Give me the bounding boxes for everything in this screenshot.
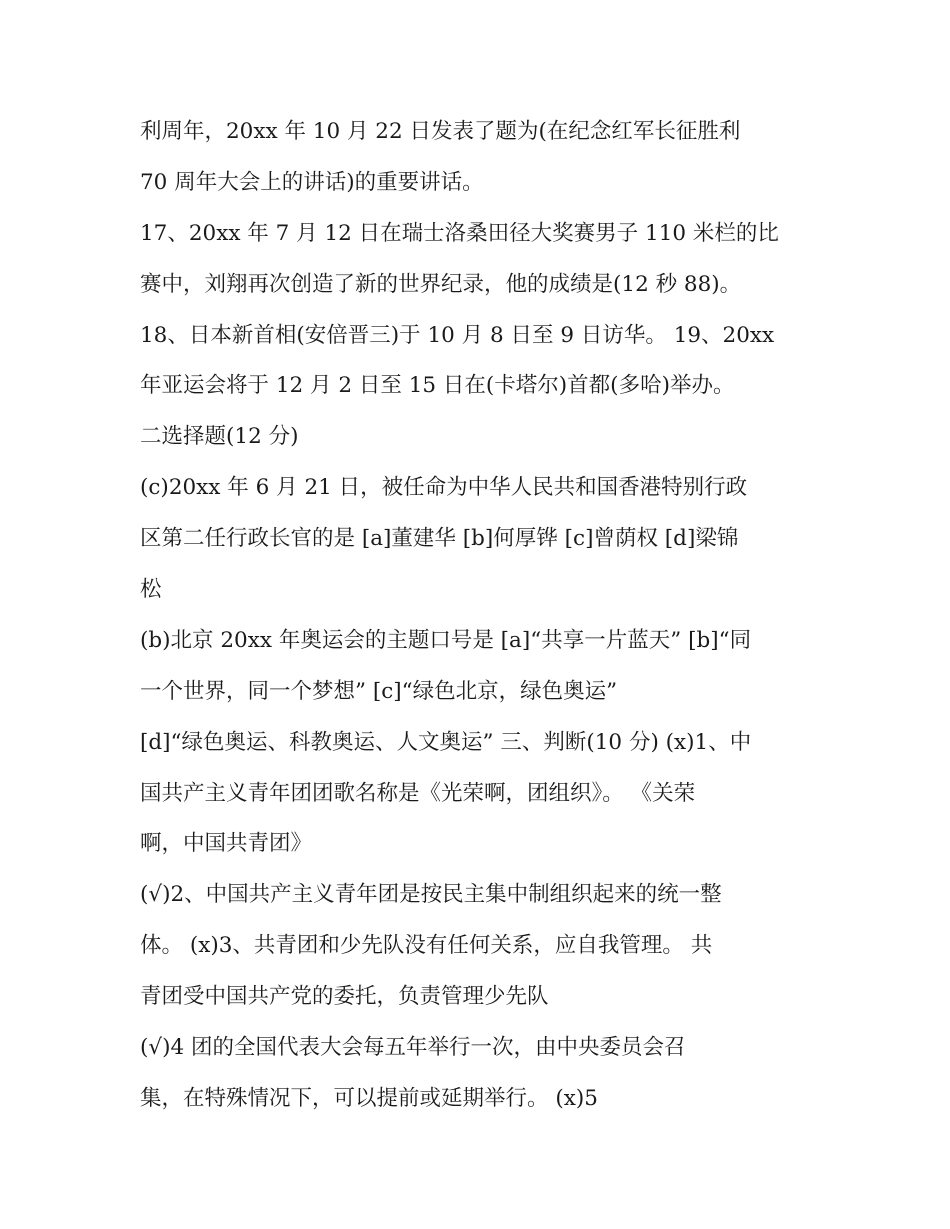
text-line: 利周年，20xx 年 10 月 22 日发表了题为(在纪念红军长征胜利 [140,119,741,144]
text-line: 70 周年大会上的讲话)的重要讲话。 [140,169,484,195]
text-line: 集，在特殊情况下，可以提前或延期举行。 (x)5 [140,1085,598,1111]
text-line: 体。 (x)3、共青团和少先队没有任何关系，应自我管理。 共 [140,933,713,959]
document-body [140,107,830,1125]
text-line: 啊，中国共青团》 [140,831,313,857]
text-line: [d]“绿色奥运、科教奥运、人文奥运” 三、判断(10 分) (x)1、中 [140,729,752,755]
text-line: (b)北京 20xx 年奥运会的主题口号是 [a]“共享一片蓝天” [b]“同 [140,627,752,653]
text-line: 年亚运会将于 12 月 2 日至 15 日在(卡塔尔)首都(多哈)举办。 [140,373,735,399]
section-heading: 二选择题(12 分) [140,424,299,450]
text-line: (√)2、中国共产主义青年团是按民主集中制组织起来的统一整 [140,882,722,908]
text-line: 松 [140,577,162,603]
text-line: (c)20xx 年 6 月 21 日，被任命为中华人民共和国香港特别行政 [140,475,748,501]
text-line: (√)4 团的全国代表大会每五年举行一次，由中央委员会召 [140,1035,686,1061]
text-line: 一个世界，同一个梦想” [c]“绿色北京，绿色奥运” [140,678,618,704]
text-line: 国共产主义青年团团歌名称是《光荣啊，团组织》。 《关荣 [140,780,696,806]
text-line: 区第二任行政长官的是 [a]董建华 [b]何厚铧 [c]曾荫权 [d]梁锦 [140,526,739,552]
text-line: 赛中，刘翔再次创造了新的世界纪录，他的成绩是(12 秒 88)。 [140,271,742,297]
text-line: 青团受中国共产党的委托，负责管理少先队 [140,984,549,1010]
text-line: 18、日本新首相(安倍晋三)于 10 月 8 日至 9 日访华。 19、20xx [140,322,775,348]
text-line: 17、20xx 年 7 月 12 日在瑞士洛桑田径大奖赛男子 110 米栏的比 [140,220,779,246]
